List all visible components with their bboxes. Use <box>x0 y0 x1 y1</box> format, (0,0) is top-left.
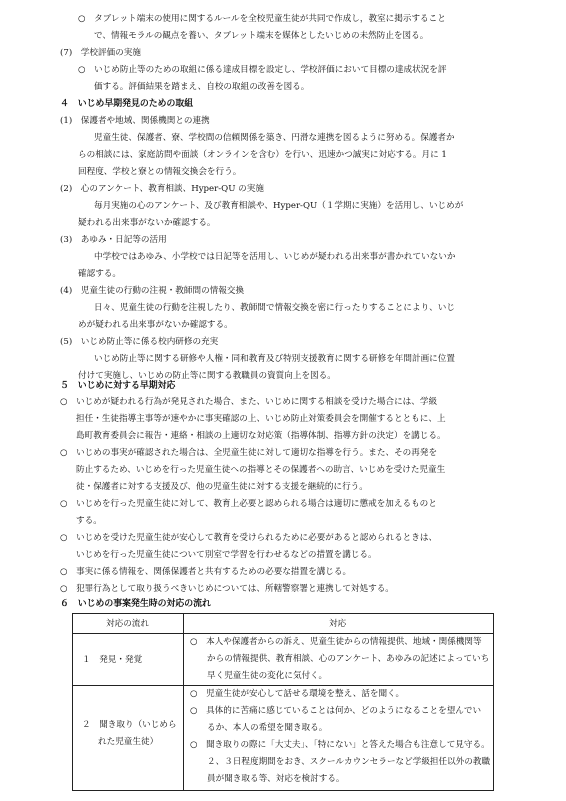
sec5-bullet4-line1: ○ いじめを受けた児童生徒が安心して教育を受けられるために必要があると認められるときは、 <box>60 533 438 543</box>
sec5-bullet1-line2: 担任・生徒指導主事等が速やかに事実確認の上、いじめ防止対策委員会を開催するとともに、上 <box>76 414 446 424</box>
sec5-bullet1-line3: 島町教育委員会に報告・連絡・相談の上適切な対応策（指導体制、指導方針の決定）を講じる。 <box>76 431 446 441</box>
sec5-bullet6: ○ 犯罪行為として取り扱うべきいじめについては、所轄警察署と連携して対処する。 <box>60 584 394 594</box>
table-row1-line2: からの情報提供、教育相談、心のアンケート、あゆみの記述によっていち <box>207 654 490 664</box>
table-row2-line4: ○ 聞き取りの際に「大丈夫」、「特にない」と答えた場合も注意して見守る。 <box>190 740 490 750</box>
section6-heading: ６ いじめの事案発生時の対応の流れ <box>60 599 211 609</box>
sec5-bullet5: ○ 事実に係る情報を、関係保護者と共有するための必要な措置を講じる。 <box>60 567 352 577</box>
sec4-item2-line2: 疑われる出来事がないか確認する。 <box>78 218 216 228</box>
table-row2-line6: 員が聞き取る等、対応を検討する。 <box>207 774 345 784</box>
column-header-response: 対応 <box>329 619 347 629</box>
sec5-bullet1-line1: ○ いじめが疑われる行為が発見された場合、また、いじめに関する相談を受けた場合には、学級 <box>60 397 438 407</box>
sec5-bullet3-line1: ○ いじめを行った児童生徒に対して、教育上必要と認められる場合は適切に懲戒を加えるものと <box>60 499 437 509</box>
sec4-item3-line1: 中学校ではあゆみ、小学校では日記等を活用し、いじめが疑われる出来事が書かれていないか <box>94 252 456 262</box>
table-column-divider <box>183 614 184 790</box>
sec4-item1-line3: 回程度、学校と寮との情報交換会を行う。 <box>78 167 242 177</box>
sec4-item1-line1: 児童生徒、保護者、寮、学校間の信頼関係を築き、円滑な連携を図るように努める。保護者か <box>94 133 455 143</box>
sec4-item2-line1: 毎月実施の心のアンケート、及び教育相談や、Hyper-QU（１学期に実施）を活用し、いじめが <box>94 201 464 211</box>
sec4-item3-line2: 確認する。 <box>78 269 121 279</box>
section5-heading: ５ いじめに対する早期対応 <box>60 381 176 391</box>
column-header-flow: 対応の流れ <box>106 619 149 629</box>
sec4-item4-heading: (4) 児童生徒の行動の注視・教師間の情報交換 <box>60 286 245 296</box>
table-row2-line5: ２、３日程度期間をおき、スクールカウンセラーなど学級担任以外の教職 <box>207 757 491 767</box>
table-header-divider <box>73 633 493 634</box>
table-row2-step-line2: れた児童生徒） <box>98 737 159 747</box>
sec4-item2-heading: (2) 心のアンケート、教育相談、Hyper-QU の実施 <box>60 184 264 194</box>
item7-bullet-line2: 価する。評価結果を踏まえ、自校の取組の改善を図る。 <box>94 82 310 92</box>
table-row2-line1: ○ 児童生徒が安心して話せる環境を整え、話を聞く。 <box>190 689 405 699</box>
tablet-rule-bullet-line2: で、情報モラルの観点を養い、タブレット端末を媒体としたいじめの未然防止を図る。 <box>94 31 429 41</box>
table-row1-step: １ 発見・発覚 <box>82 655 143 665</box>
table-row2-step-line1: ２ 聞き取り（いじめら <box>82 720 177 730</box>
table-row2-line3: るか、本人の希望を聞き取る。 <box>207 723 328 733</box>
section4-heading: ４ いじめ早期発見のための取組 <box>60 99 194 109</box>
table-row1-line1: ○ 本人や保護者からの訴え、児童生徒からの情報提供、地域・関係機関等 <box>190 637 482 647</box>
sec5-bullet2-line3: 徒・保護者に対する支援及び、他の児童生徒に対する支援を継続的に行う。 <box>76 482 368 492</box>
sec4-item5-line2: 付けて実施し、いじめの防止等に関する教職員の資質向上を図る。 <box>78 371 336 381</box>
sec4-item3-heading: (3) あゆみ・日記等の活用 <box>60 235 167 245</box>
item7-bullet-line1: ○ いじめ防止等のための取組に係る達成目標を設定し、学校評価において目標の達成状況を評 <box>78 65 447 75</box>
sec4-item1-heading: (1) 保護者や地域、関係機関との連携 <box>60 116 210 126</box>
sec5-bullet2-line2: 防止するため、いじめを行った児童生徒への指導とその保護者への助言、いじめを受けた児童生 <box>76 465 446 475</box>
tablet-rule-bullet-line1: ○ タブレット端末の使用に関するルールを全校児童生徒が共同で作成し，教室に掲示すること <box>78 14 446 24</box>
sec4-item5-line1: いじめ防止等に関する研修や人権・同和教育及び特別支援教育に関する研修を年間計画に位置 <box>94 354 455 364</box>
sec5-bullet4-line2: いじめを行った児童生徒について別室で学習を行わせるなどの措置を講じる。 <box>76 550 377 560</box>
sec5-bullet3-line2: する。 <box>76 516 102 526</box>
table-row-divider <box>73 685 493 686</box>
response-flow-table <box>72 613 494 791</box>
table-row2-line2: ○ 具体的に苦痛に感じていることは何か、どのようになることを望んでい <box>190 706 482 716</box>
sec4-item4-line1: 日々、児童生徒の行動を注視したり、教師間で情報交換を密に行ったりすることにより、いじ <box>94 303 455 313</box>
sec4-item5-heading: (5) いじめ防止等に係る校内研修の充実 <box>60 337 219 347</box>
item7-heading: (7) 学校評価の実施 <box>60 48 141 58</box>
sec5-bullet2-line1: ○ いじめの事実が確認された場合は、全児童生徒に対して適切な指導を行う。また、その再発を <box>60 448 438 458</box>
sec4-item1-line2: らの相談には、家庭訪問や面談（オンラインを含む）を行い、迅速かつ誠実に対応する。月に 1 <box>78 150 447 160</box>
sec4-item4-line2: めが疑われる出来事がないか確認する。 <box>78 320 233 330</box>
table-row1-line3: 早く児童生徒の変化に気付く。 <box>207 671 328 681</box>
